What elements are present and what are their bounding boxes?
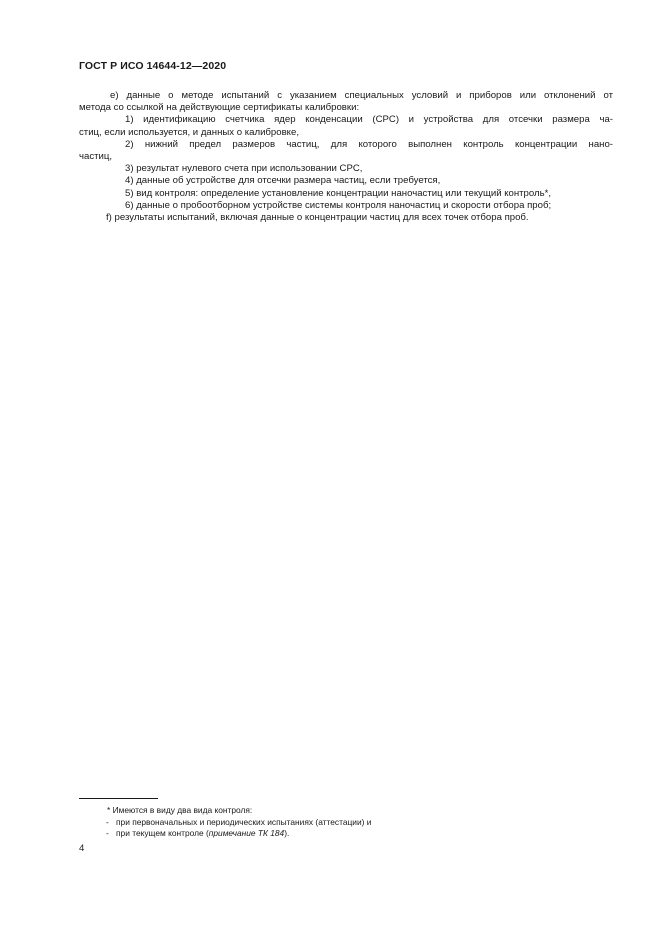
footnote-line-3-prefix: при текущем контроле ( [116, 828, 209, 839]
page-number: 4 [79, 843, 85, 854]
item-e-line-1: е) данные о методе испытаний с указанием специальных условий и приборов или отклонений от [110, 90, 613, 101]
subitem-1-line-2: стиц, если используется, и данных о калибровке, [79, 126, 299, 138]
footnote-line-3-suffix: ). [284, 828, 290, 839]
document-code-header: ГОСТ Р ИСО 14644-12—2020 [79, 60, 227, 72]
footnote-separator [79, 798, 158, 799]
subitem-6: 6) данные о пробоотборном устройстве системы контроля наночастиц и скорости отбора проб; [125, 199, 552, 211]
item-e-line-2: метода со ссылкой на действующие сертификаты калибровки: [79, 102, 360, 114]
footnote-line-2-text: при первоначальных и периодических испытаниях (аттестации) и [116, 816, 372, 827]
footnote-dash: - [106, 828, 109, 839]
subitem-1-line-1: 1) идентификацию счетчика ядер конденсации (CPC) и устройства для отсечки размера ча- [125, 114, 613, 126]
subitem-3: 3) результат нулевого счета при использовании CPC, [125, 163, 363, 175]
subitem-4: 4) данные об устройстве для отсечки размера частиц, если требуется, [125, 175, 441, 187]
body-text [79, 90, 613, 224]
footnote-line-2 [79, 817, 371, 829]
subitem-2-line-1: 2) нижний предел размеров частиц, для которого выполнен контроль концентрации нано- [125, 138, 613, 150]
footnote-line-3-note: примечание ТК 184 [208, 828, 285, 839]
footnote-line-1: * Имеются в виду два вида контроля: [107, 805, 253, 815]
item-f: f) результаты испытаний, включая данные о концентрации частиц для всех точек отбора проб. [106, 211, 529, 223]
footnote-dash: - [106, 816, 109, 827]
footnote-line-3 [79, 828, 371, 840]
subitem-5: 5) вид контроля: определение установление концентрации наночастиц или текущий контроль*, [125, 187, 552, 199]
subitem-2-line-2: частиц, [79, 150, 113, 162]
footnote-block [79, 805, 371, 840]
